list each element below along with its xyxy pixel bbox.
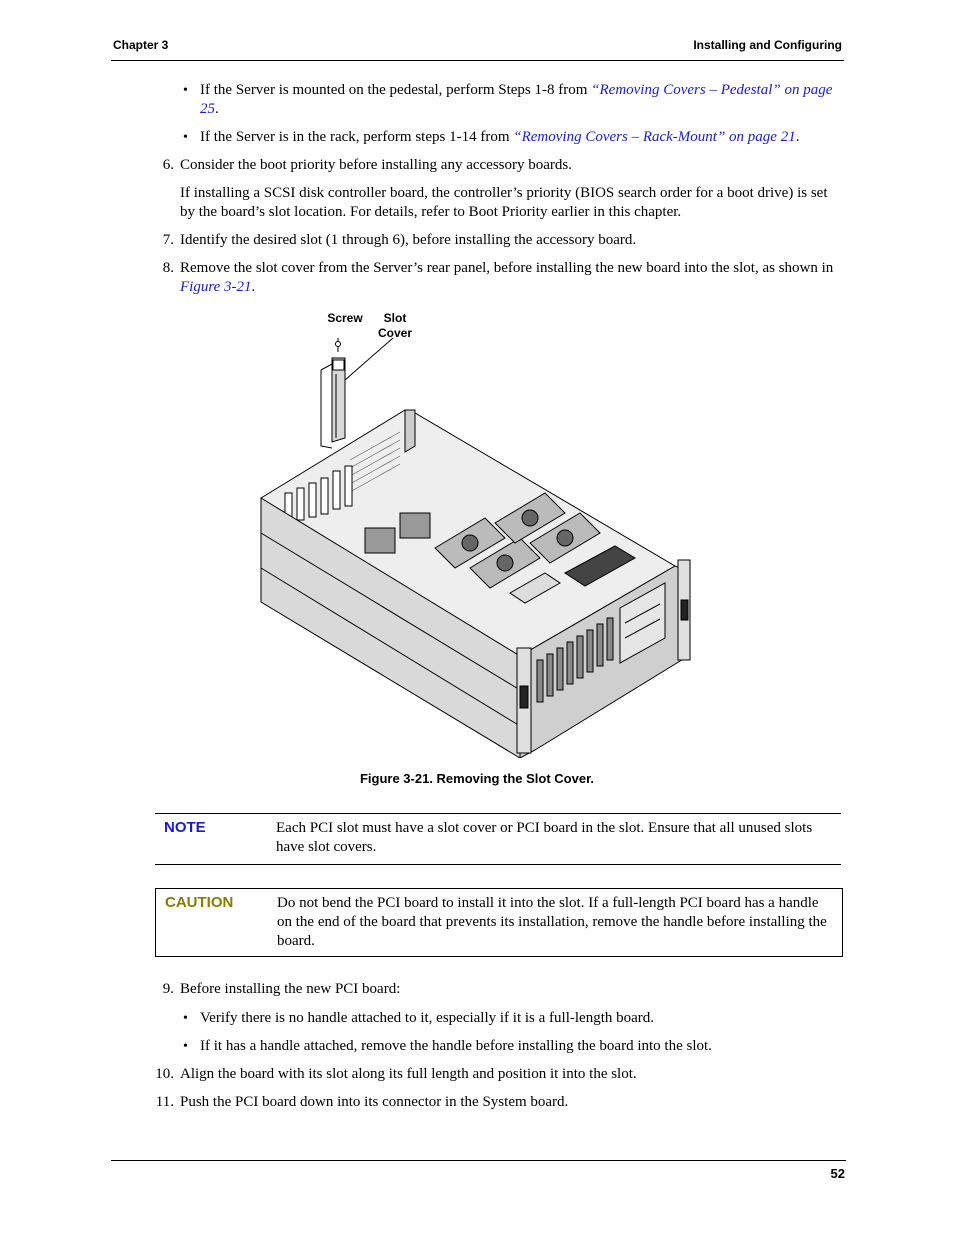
bullet-dot: • xyxy=(183,1011,188,1026)
step-number: 8. xyxy=(162,260,174,276)
caution-label: CAUTION xyxy=(165,894,234,911)
caution-text: Do not bend the PCI board to install it into the slot. If a full-length PCI board has a handle on the end of the board that prevents its installation, remove the handle before installing the board. xyxy=(277,895,827,949)
step-11-text: Push the PCI board down into its connector in the System board. xyxy=(180,1094,569,1110)
note-label: NOTE xyxy=(164,819,206,836)
step-number: 7. xyxy=(162,232,174,248)
label-slot-cover: Slot Cover xyxy=(377,311,412,340)
link-removing-covers-rack[interactable]: “Removing Covers – Rack-Mount” on page 21 xyxy=(513,129,796,145)
chapter-label: Chapter 3 xyxy=(113,38,169,52)
step-9-text: Before installing the new PCI board: xyxy=(180,981,401,997)
bullet-dot: • xyxy=(183,83,188,98)
label-screw: Screw xyxy=(327,311,363,325)
note-box xyxy=(155,813,841,865)
step-8-text: Remove the slot cover from the Server’s rear panel, before installing the new board into the slot, as shown in Figure 3-21. xyxy=(180,260,834,295)
caution-box xyxy=(155,888,843,957)
step-6-paragraph: If installing a SCSI disk controller board, the controller’s priority (BIOS search order for a boot drive) is set by the board’s slot location. For details, refer to Boot Priority earlier in this chapter. xyxy=(180,185,828,220)
link-figure-3-21[interactable]: Figure 3-21 xyxy=(180,279,252,295)
server-illustration xyxy=(255,338,700,758)
step-number: 6. xyxy=(162,157,174,173)
bullet-remove-handle: If it has a handle attached, remove the handle before installing the board into the slot. xyxy=(200,1038,712,1054)
figure-caption: Figure 3-21. Removing the Slot Cover. xyxy=(359,771,595,786)
note-text: Each PCI slot must have a slot cover or PCI board in the slot. Ensure that all unused slots have slot covers. xyxy=(276,820,813,855)
step-6-text: Consider the boot priority before installing any accessory boards. xyxy=(180,157,572,173)
page-header xyxy=(111,38,844,61)
bullet-dot: • xyxy=(183,1039,188,1054)
section-title: Installing and Configuring xyxy=(693,38,842,52)
page-footer xyxy=(111,1160,846,1181)
bullet-rack: If the Server is in the rack, perform steps 1-14 from “Removing Covers – Rack-Mount” on page 21. xyxy=(200,129,800,145)
step-7-text: Identify the desired slot (1 through 6), before installing the accessory board. xyxy=(180,232,637,248)
step-number: 10. xyxy=(155,1066,174,1082)
step-number: 9. xyxy=(162,981,174,997)
link-page-25[interactable]: 25 xyxy=(200,101,215,117)
bullet-pedestal: If the Server is mounted on the pedestal, perform Steps 1-8 from “Removing Covers – Pedestal” on page 25. xyxy=(200,82,833,117)
bullet-dot: • xyxy=(183,130,188,145)
link-removing-covers-pedestal[interactable]: “Removing Covers – Pedestal” on page xyxy=(591,82,833,98)
bullet-verify-handle: Verify there is no handle attached to it, especially if it is a full-length board. xyxy=(200,1010,655,1026)
step-number: 11. xyxy=(155,1094,174,1110)
step-10-text: Align the board with its slot along its full length and position it into the slot. xyxy=(180,1066,637,1082)
page-number: 52 xyxy=(830,1166,845,1181)
